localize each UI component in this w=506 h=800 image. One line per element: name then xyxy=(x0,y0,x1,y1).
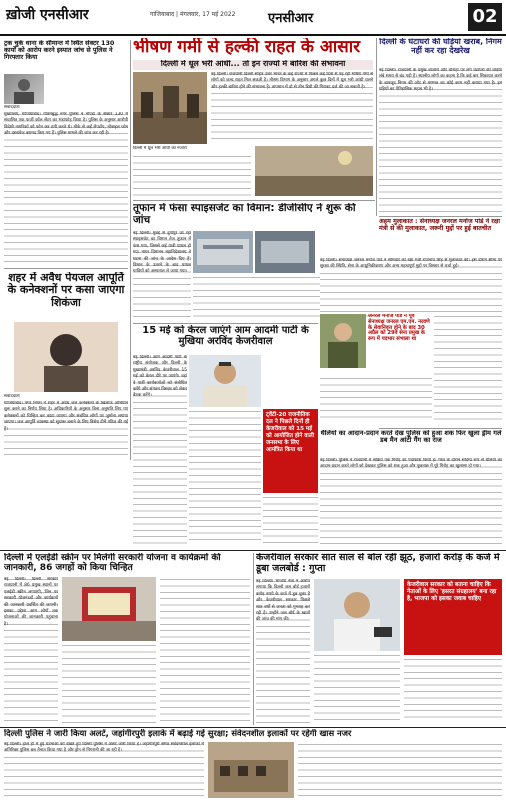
newspaper-logo: ख़ोजी एनसीआर xyxy=(6,7,89,23)
gupta-headline: केजरीवाल सरकार सात साल से बोल रही झूठ, हजारों करोड़ के कर्ज में डूबा जलबोर्ड : गुप्ता xyxy=(256,553,500,574)
divider xyxy=(379,428,502,429)
left-second-headline: शहर में अवैध पेयजल आपूर्ति के कनेक्शनों पर कसा जाएगा शिकंजा xyxy=(7,272,125,309)
divider xyxy=(4,268,128,269)
tufan-photo xyxy=(193,231,253,273)
gupta-body-cont xyxy=(314,653,400,723)
left-second-photo xyxy=(14,322,118,392)
police-body: नई दिल्ली। पुलिस ने राजधानी में सक्रिय एक गिरोह का पर्दाफाश किया है। गश्त के दौरान संदिग्ध रूप से थैलियों का आदान-प्रदान करते लोगों को देखकर पुलिस को शक हुआ और पूछताछ में पूरे गिरोह का खुलासा हो गया। xyxy=(320,458,502,544)
tufan-photo-2 xyxy=(255,231,315,273)
left-column xyxy=(4,40,128,460)
section-title: एनसीआर xyxy=(268,11,314,26)
masthead xyxy=(0,0,506,36)
army-body: नई दिल्ली। सेनाध्यक्ष जनरल मनोज पांडे ने सोमवार को रक्षा मंत्री राजनाथ सिंह से मुलाकात की। इस दौरान सीमा पर सुरक्षा की स्थिति, सेना के आधुनिकीकरण और अन्य महत्वपूर्ण मुद्दों पर विस्तार से चर्चा हुई। xyxy=(320,258,502,312)
right-top-body: नई दिल्ली। राजधानी के प्रमुख बाजारों और चौराहों पर लगे घंटाघरों की घड़ियां लंबे समय से बंद पड़ी हैं। स्थानीय लोगों का कहना है कि कई बार शिकायत करने के बावजूद निगम की ओर से मरम्मत का कोई काम नहीं कराया गया है। इन घड़ियों का ऐतिहासिक महत्व भी है। xyxy=(379,68,502,214)
column-rule xyxy=(253,553,254,725)
army-photo xyxy=(320,314,366,368)
right-top-story xyxy=(379,38,502,216)
delhi-scheme-story xyxy=(4,553,250,725)
police-story xyxy=(320,430,502,546)
lead-body: नई दिल्ली। राजधानी दिल्ली सहित उत्तर भारत के कई राज्यों में पिछले कई दिनों से पड़ रही भीषण गर्मी से लोगों को जल्द राहत मिल सकती है। मौसम विभाग के अनुसार अगले कुछ दिनों में धूल भरी आंधी चलने और हल्की बारिश होने की संभावना है। तापमान में दो से तीन डिग्री की गिरावट दर्ज की जा सकती है। xyxy=(211,72,373,144)
dateline: गाजियाबाद | मंगलवार, 17 मई 2022 xyxy=(150,11,236,18)
left-second-byline: संवाददाता xyxy=(4,394,20,399)
kejriwal-body-cont-2 xyxy=(263,495,318,545)
police-headline: थैलियों का आदान-प्रदान करते देख पुलिस को हुआ शक फिर खुला ड्रीम गर्ल डब मैन आंटी गैंग का राज xyxy=(320,430,502,445)
bottom-body: नई दिल्ली। हाल ही में हुई घटनाओं को देखते हुए दिल्ली पुलिस ने अलर्ट जारी किया है। जहांगीरपुरी समेत संवेदनशील इलाकों में अतिरिक्त पुलिस बल तैनात किया गया है और ड्रोन से निगरानी की जा रही है। xyxy=(4,742,204,798)
section-divider xyxy=(0,727,506,728)
lead-photo xyxy=(133,72,207,144)
delhi-scheme-headline: दिल्ली में एलईडी स्क्रीन पर मिलेगी सरकारी योजना व कार्यक्रमों की जानकारी, 86 जगहों को किया चिन्हित xyxy=(4,553,221,574)
lead-subhead: दिल्ली में धूल भरी आंधी... तो इन राज्यों में बारिश की संभावना xyxy=(133,60,373,70)
tufan-body: नई दिल्ली। मुंबई से दुर्गापुर जा रहा स्पाइसजेट का विमान तेज तूफान में फंस गया, जिससे कई यात्री घायल हो गए। नागर विमानन महानिदेशालय ने घटना की जांच के आदेश दिए हैं। विमान के उतरने के बाद घायल यात्रियों को अस्पताल ले जाया गया। xyxy=(133,231,191,319)
left-top-headline: ट्रक चुके थाना के सीमान्त में स्थित सेक्टर 130 कार्यों को आरोप करने इस्पात जांच से पुलिस ने गिरफ्तार किया xyxy=(4,40,115,62)
kejriwal-photo xyxy=(189,355,261,407)
divider xyxy=(379,216,502,217)
delhi-scheme-photo xyxy=(62,577,156,641)
gupta-story xyxy=(256,553,502,725)
delhi-scheme-body-cont-2 xyxy=(160,577,250,723)
army-quote: जनरल मनोज पांडे ने पूर्व सेनाध्यक्ष जनरल एम.एम. नरवणे के सेवानिवृत्त होने के बाद 30 अप्रैल को 29वें सेना प्रमुख के रूप में पदभार संभाला था xyxy=(368,314,430,343)
army-body-cont xyxy=(434,314,502,422)
delhi-scheme-body: नई दिल्ली। दिल्ली सरकार राजधानी में 86 प्रमुख स्थानों पर एलईडी स्क्रीन लगाएगी, जिन पर सरकारी योजनाओं और कार्यक्रमों की जानकारी प्रदर्शित की जाएगी। इसका उद्देश्य आम लोगों तक योजनाओं की जानकारी पहुंचाना है। xyxy=(4,577,58,723)
bottom-body-cont xyxy=(298,742,502,798)
army-story xyxy=(320,258,502,426)
gupta-sidebar: केजरीवाल सरकार को बताना चाहिए कि नेताओं के लिए 'हसरत संग्रहालय' बना रहा है, भाजपा को इसका जवाब चाहिए xyxy=(404,579,502,655)
kejriwal-body-cont xyxy=(189,409,261,545)
lead-story xyxy=(133,38,373,198)
gupta-photo xyxy=(314,579,400,651)
lead-headline: भीषण गर्मी से हल्की राहत के आसार xyxy=(133,38,361,57)
lead-photo-2 xyxy=(255,146,373,196)
divider xyxy=(133,200,375,201)
page-number: 02 xyxy=(468,3,502,31)
left-top-byline: संवाददाता xyxy=(4,105,20,110)
kejriwal-headline: 15 मई को केरल जाएंगे आम आदमी पार्टी के मुखिया अरविंद केजरीवाल xyxy=(142,325,309,348)
section-divider xyxy=(0,550,506,551)
army-headline: अहम मुलाकात : सेनाध्यक्ष जनरल मनोज पांडे ने रक्षा मंत्री से की मुलाकात, जरूरी मुद्दों पर हुई बातचीत xyxy=(379,218,500,233)
kejriwal-story xyxy=(133,325,318,547)
left-top-photo xyxy=(4,74,44,104)
bottom-story xyxy=(4,729,502,799)
army-body-cont-2 xyxy=(320,376,432,422)
delhi-scheme-body-cont xyxy=(62,643,156,723)
bottom-headline: दिल्ली पुलिस ने जारी किया अलर्ट, जहांगीरपुरी इलाके में बढ़ाई गई सुरक्षा; संवेदनशील इलाकों पर रहेगी खास नजर xyxy=(4,729,352,738)
kejriwal-pullquote: ट्वेंटी-20 राजनीतिक दल ने पिछले दिनों ही केजरीवाल को 15 मई को आयोजित होने वाली जनसभा के लिए आमंत्रित किया था xyxy=(263,409,318,493)
left-second-body: गाजियाबाद। नगर निगम ने शहर में अवैध जल कनेक्शनों के खिलाफ अभियान शुरू करने का निर्णय लिया है। अधिकारियों के अनुसार बिना अनुमति लिए गए कनेक्शनों को चिन्हित कर काटा जाएगा और संबंधित लोगों पर जुर्माना लगाया जाएगा। जल आपूर्ति व्यवस्था को सुचारू बनाने के लिए विशेष टीमें गठित की गई हैं। xyxy=(4,401,128,459)
lead-photo-caption: दिल्ली में धूल भरी आंधी का नजारा xyxy=(133,146,187,151)
gupta-body: नई दिल्ली। भाजपा नेता ने आरोप लगाया कि दिल्ली जल बोर्ड हजारों करोड़ रुपये के कर्ज में डूब चुका है और केजरीवाल सरकार पिछले सात वर्षों से जनता को गुमराह कर रही है। उन्होंने जल बोर्ड के खातों की जांच की मांग की। xyxy=(256,579,310,723)
right-top-headline: दिल्ली के घंटाघरों की घड़ियां खराब, निगम नहीं कर रहा देखरेख xyxy=(379,38,502,55)
bottom-photo xyxy=(208,742,294,798)
army-headline-box xyxy=(379,218,502,256)
column-rule xyxy=(130,40,131,460)
kejriwal-body: नई दिल्ली। आम आदमी पार्टी के राष्ट्रीय संयोजक और दिल्ली के मुख्यमंत्री अरविंद केजरीवाल 15 मई को केरल दौरे पर जाएंगे। वहां वे पार्टी कार्यकर्ताओं को संबोधित करेंगे और संगठन विस्तार को लेकर बैठक करेंगे। xyxy=(133,355,187,545)
tufan-headline: तूफान में फंसा स्पाइसजेट का विमान: डीजीसीए ने शुरू की जांच xyxy=(133,203,356,226)
left-top-body: मुख्यालय, गाजियाबाद। गौतमबुद्ध नगर पुलिस ने नोएडा के सेक्टर 130 में संचालित एक फर्जी कॉल सेंटर का भंडाफोड़ किया है। पुलिस के अनुसार आरोपी विदेशी नागरिकों को फोन कर ठगी करते थे। मौके से कई लैपटॉप, मोबाइल फोन और दस्तावेज बरामद किए गए हैं। पुलिस मामले की जांच कर रही है। xyxy=(4,112,128,264)
lead-body-cont xyxy=(133,154,251,196)
gupta-body-cont-2 xyxy=(404,657,502,723)
column-rule xyxy=(376,38,377,216)
divider xyxy=(133,323,318,324)
